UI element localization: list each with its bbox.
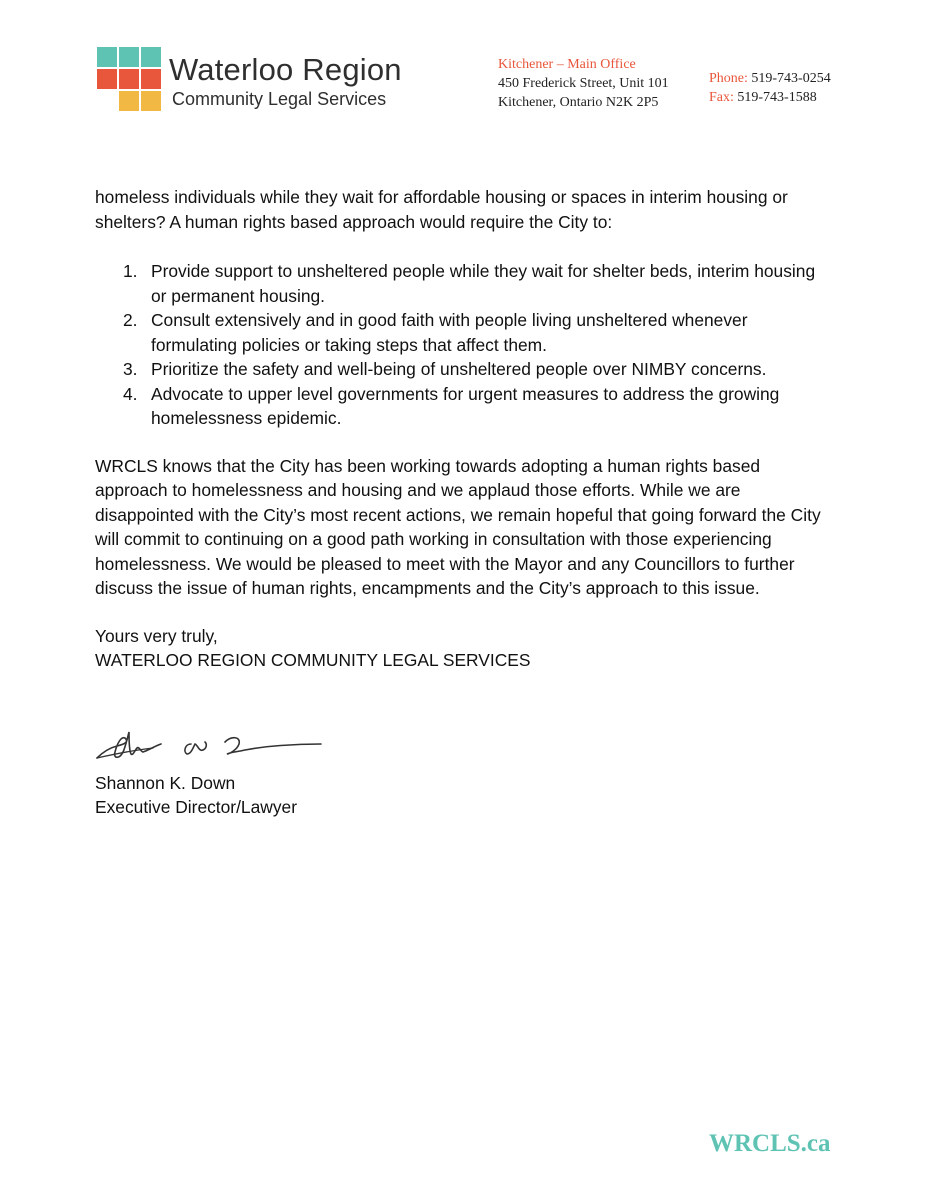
list-item: [95, 259, 835, 308]
website-link[interactable]: WRCLS.ca: [709, 1130, 831, 1157]
list-text: Prioritize the safety and well-being of unsheltered people over NIMBY concerns.: [151, 359, 767, 379]
closing-organization: WATERLOO REGION COMMUNITY LEGAL SERVICES: [95, 650, 531, 670]
logo-square: [97, 69, 117, 89]
office-title: Kitchener – Main Office: [498, 57, 636, 72]
phone-label: Phone:: [709, 71, 748, 86]
logo-square: [141, 47, 161, 67]
list-number: 2.: [123, 310, 138, 330]
list-number: 1.: [123, 261, 138, 281]
logo-square: [119, 91, 139, 111]
list-item: [95, 357, 835, 382]
list-text: Advocate to upper level governments for urgent measures to address the growing homelessness epidemic.: [151, 383, 780, 428]
handwritten-signature: [95, 722, 325, 770]
intro-paragraph: homeless individuals while they wait for affordable housing or spaces in interim housing or shelters? A human rights based approach would require the City to:: [95, 187, 788, 232]
signer-name: Shannon K. Down: [95, 772, 236, 793]
address-line-1: 450 Frederick Street, Unit 101: [498, 76, 669, 91]
logo-square: [97, 47, 117, 67]
logo-square: [141, 69, 161, 89]
list-text: Consult extensively and in good faith with people living unsheltered whenever formulating policies or taking steps that affect them.: [151, 310, 748, 355]
main-paragraph: WRCLS knows that the City has been working towards adopting a human rights based approach to homelessness and housing and we applaud those efforts. While we are disappointed with the City’s most recent actions, we remain hopeful that going forward the City will commit to continuing on a good path working in consultation with those experiencing homelessness. We would be pleased to meet with the Mayor and any Councillors to further discuss the issue of human rights, encampments and the City’s approach to this issue.: [95, 455, 821, 598]
closing: Yours very truly,: [95, 625, 218, 646]
org-subtitle: Community Legal Services: [172, 89, 387, 109]
fax-number: 519-743-1588: [737, 90, 817, 105]
fax-label: Fax:: [709, 90, 734, 105]
logo-square: [119, 69, 139, 89]
phone-number: 519-743-0254: [751, 71, 831, 86]
logo-square: [141, 91, 161, 111]
phone-line: [709, 69, 831, 88]
list-text: Provide support to unsheltered people while they wait for shelter beds, interim housing or permanent housing.: [151, 261, 816, 306]
office-address: [498, 55, 669, 112]
list-item: [95, 382, 835, 431]
fax-line: [709, 88, 831, 107]
list-number: 3.: [123, 359, 138, 379]
logo-square: [119, 47, 139, 67]
list-number: 4.: [123, 383, 138, 404]
logo-mark: [97, 47, 161, 113]
list-item: [95, 308, 835, 357]
contact-info: [709, 69, 831, 107]
org-name: Waterloo Region: [169, 52, 402, 87]
signer-title: Executive Director/Lawyer: [95, 797, 297, 817]
address-line-2: Kitchener, Ontario N2K 2P5: [498, 95, 659, 110]
requirements-list: [95, 259, 835, 431]
